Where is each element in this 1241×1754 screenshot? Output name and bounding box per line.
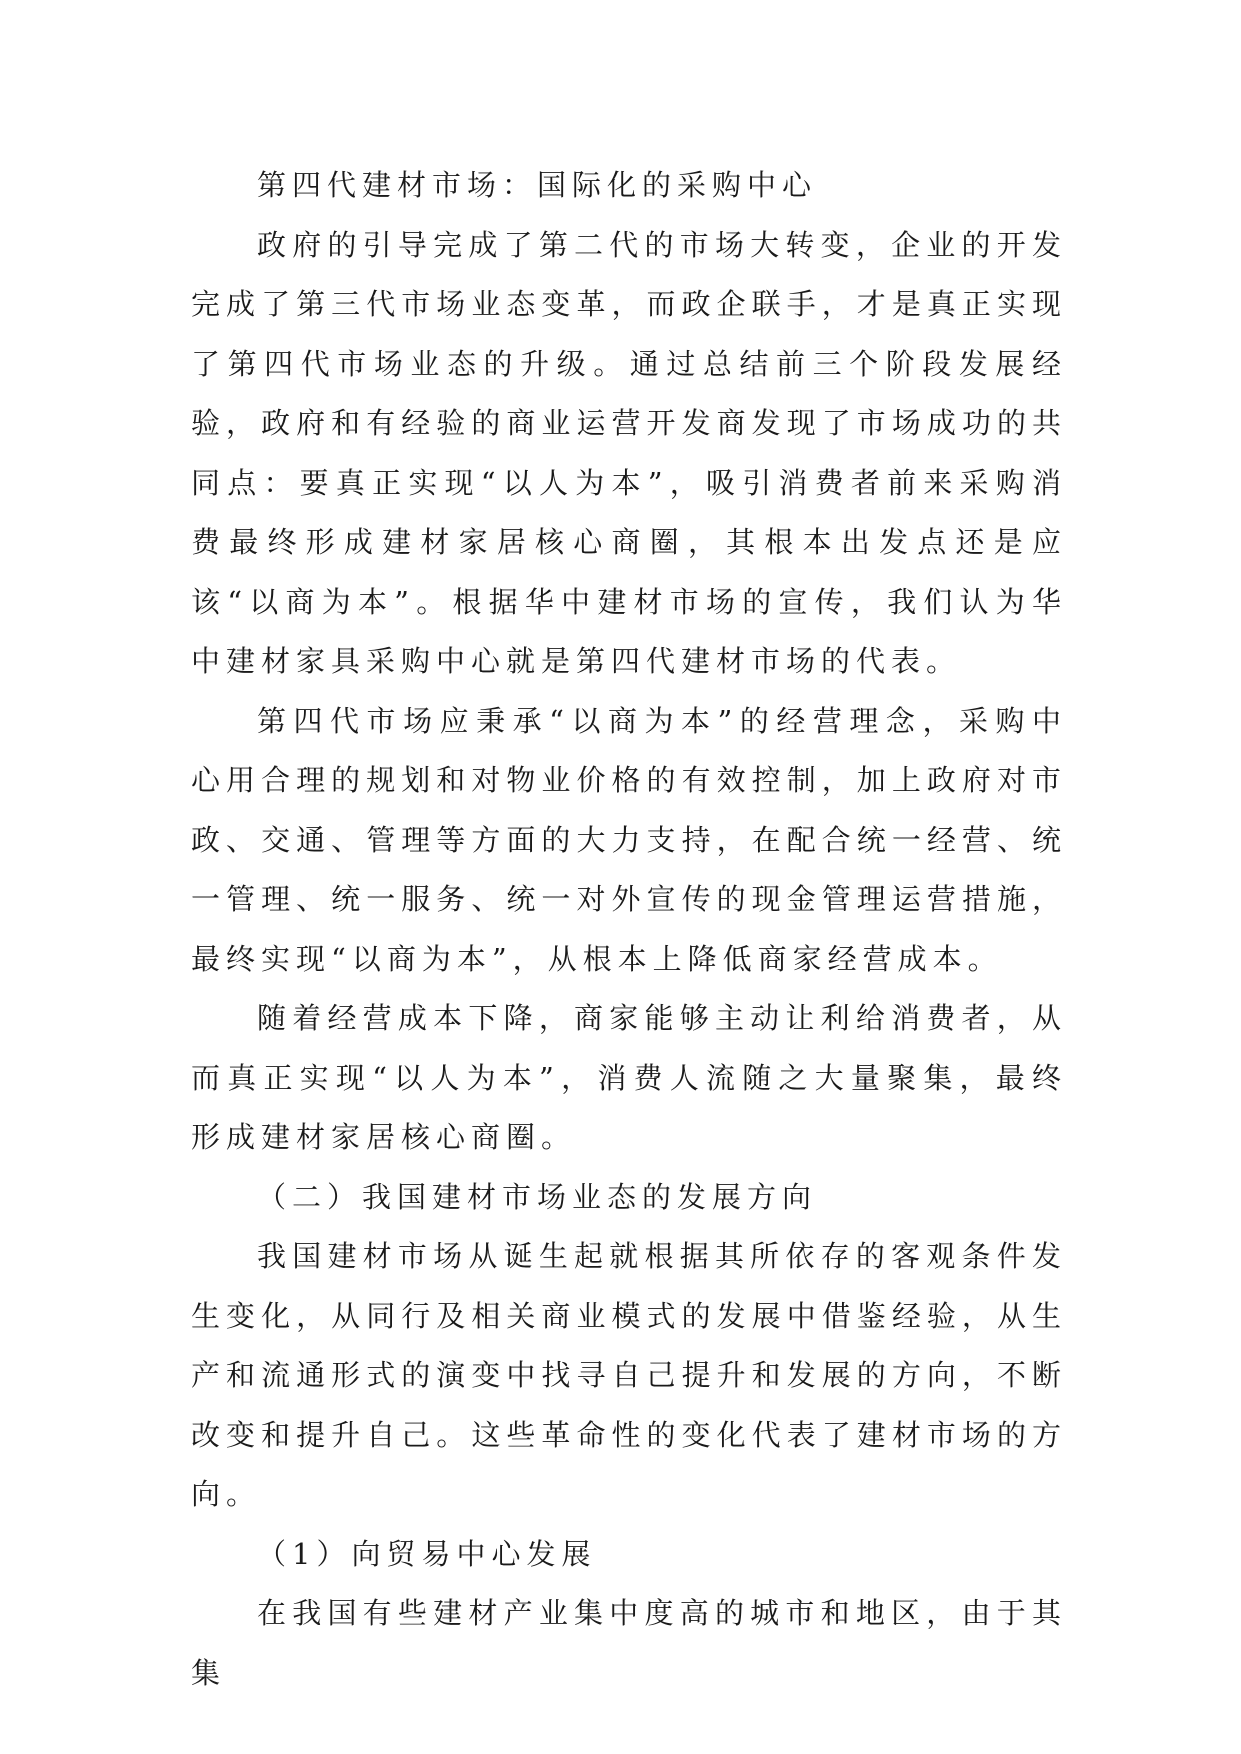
document-body [191,156,1067,1703]
paragraph: 我国建材市场从诞生起就根据其所依存的客观条件发生变化，从同行及相关商业模式的发展中借鉴经验，从生产和流通形式的演变中找寻自己提升和发展的方向，不断改变和提升自己。这些革命性的变化代表了建材市场的方向。 [191,1239,1067,1511]
paragraph: 在我国有些建材产业集中度高的城市和地区，由于其集 [191,1596,1067,1690]
subsection-heading: （1）向贸易中心发展 [257,1536,597,1571]
paragraph: 随着经营成本下降，商家能够主动让利给消费者，从而真正实现“以人为本”，消费人流随之大量聚集，最终形成建材家居核心商圈。 [191,1001,1067,1154]
paragraph: 第四代市场应秉承“以商为本”的经营理念，采购中心用合理的规划和对物业价格的有效控制，加上政府对市政、交通、管理等方面的大力支持，在配合统一经营、统一管理、统一服务、统一对外宣传的现金管理运营措施，最终实现“以商为本”，从根本上降低商家经营成本。 [191,703,1067,976]
paragraph: 政府的引导完成了第二代的市场大转变，企业的开发完成了第三代市场业态变革，而政企联手，才是真正实现了第四代市场业态的升级。通过总结前三个阶段发展经验，政府和有经验的商业运营开发商发现了市场成功的共同点：要真正实现“以人为本”，吸引消费者前来采购消费最终形成建材家居核心商圈，其根本出发点还是应该“以商为本”。根据华中建材市场的宣传，我们认为华中建材家具采购中心就是第四代建材市场的代表。 [191,227,1067,678]
heading-fourth-generation-market: 第四代建材市场：国际化的采购中心 [257,168,818,202]
section-heading: （二）我国建材市场业态的发展方向 [257,1179,818,1214]
